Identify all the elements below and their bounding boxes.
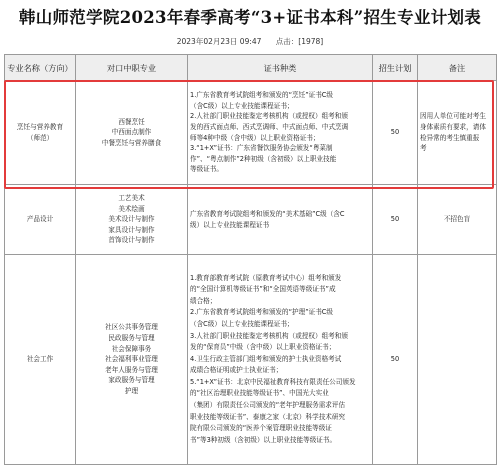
certificate-line: 3.人社部门职业技能鉴定考核机构（或授权）组考和颁: [190, 331, 348, 340]
certificate-line: 发的“保育员”中级（含中级）以上职业资格证书；: [190, 343, 336, 352]
vocational-item: 中餐烹饪与营养膳食: [101, 138, 162, 147]
vocational-cell: [76, 255, 188, 465]
vocational-item: 社会福利事业管理: [105, 355, 158, 364]
plan-cell: 50: [373, 185, 418, 255]
certificate-line: 5.“1+X”证书：北京中民福祉教育科技有限责任公司颁发: [190, 377, 356, 386]
vocational-cell: [76, 185, 188, 255]
remark-cell: [418, 255, 497, 465]
certificate-line: 师等4种中级（含中级）以上职业资格证书；: [190, 133, 320, 142]
publish-date: 2023年02月23日 09:47: [176, 37, 262, 46]
certificate-line: （含C级）以上专业技能课程证书；: [190, 319, 294, 328]
vocational-item: 社区公共事务管理: [105, 323, 158, 332]
certificate-line: 的“全国计算机等级证书”和“全国英语等级证书”成: [190, 285, 336, 294]
table-row: [5, 81, 497, 185]
header-major: [5, 55, 76, 81]
page-title: 韩山师范学院2023年春季高考“3+证书本科”招生专业计划表: [18, 8, 482, 27]
header-major-label: 专业名称（方向）: [7, 62, 73, 73]
enrollment-plan-table: [4, 54, 497, 465]
major-line: 烹饪与营养教育: [16, 122, 64, 131]
certificate-line: 职业技能等级证书”、泰康之家（北京）科学技术研究: [190, 412, 346, 421]
vocational-item: 家具设计与制作: [108, 225, 155, 234]
certificate-line: 绩合格；: [190, 296, 217, 305]
plan-cell: 50: [373, 81, 418, 185]
vocational-item: 工艺美术: [118, 194, 145, 203]
certificate-line: 4.卫生行政主管部门组考和颁发的护士执业资格考试: [190, 354, 342, 363]
certificate-line: 作”、“粤点制作”2种初级（含初级）以上职业技能: [190, 154, 337, 163]
certificate-line: 发的西式面点师、西式烹调师、中式面点师、中式烹调: [190, 122, 349, 131]
major-cell: [5, 255, 76, 465]
remark-line: 不招色盲: [443, 215, 471, 224]
remark-line: 身体素质有要求，请体: [420, 122, 486, 131]
certificate-line: 广东省教育考试院组考和颁发的“美术基础”C级（含C: [190, 209, 345, 218]
certificate-line: （含C级）以上专业技能课程证书；: [190, 101, 294, 110]
remark-line: 检异常的考生慎重报: [420, 133, 480, 142]
vocational-item: 护理: [124, 386, 139, 395]
table-row: [5, 185, 497, 255]
table-header-row: [5, 55, 497, 81]
header-vocational: 对口中职专业: [76, 55, 188, 81]
certificate-cell: [188, 81, 373, 185]
header-remark: 备注: [418, 55, 497, 81]
plan-cell: 50: [373, 255, 418, 465]
vocational-item: 老年人服务与管理: [105, 365, 158, 374]
vocational-item: 美术绘画: [118, 204, 145, 213]
header-certificates: 证书种类: [188, 55, 373, 81]
vocational-item: 中西面点制作: [111, 128, 152, 137]
certificate-line: 1.广东省教育考试院组考和颁发的“烹饪”证书C级: [190, 91, 334, 100]
major-cell: [5, 185, 76, 255]
vocational-item: 美术设计与制作: [108, 215, 155, 224]
vocational-item: 西餐烹饪: [118, 117, 145, 126]
certificate-line: 级）以上专业技能课程证书: [190, 220, 270, 229]
certificate-cell: [188, 255, 373, 465]
table-row: [5, 255, 497, 465]
vocational-cell: [76, 81, 188, 185]
remark-line: 考: [420, 144, 427, 153]
certificate-line: 书”等3种初级（含初级）以上职业技能等级证书。: [190, 435, 337, 444]
header-plan: 招生计划: [373, 55, 418, 81]
vocational-item: 社会保障事务: [111, 344, 152, 353]
major-line: 社会工作: [26, 355, 54, 364]
certificate-line: 2.广东省教育考试院组考和颁发的“护理”证书C级: [190, 308, 334, 317]
hit-count: 点击：[1978]: [275, 37, 324, 46]
major-line: （师范）: [26, 133, 54, 142]
certificate-line: 等级证书。: [190, 165, 223, 174]
certificate-cell: [188, 185, 373, 255]
vocational-item: 家政服务与管理: [108, 376, 155, 385]
remark-line: 因用人单位可能对考生: [420, 112, 486, 121]
major-cell: [5, 81, 76, 185]
certificate-line: 成绩合格证明或护士执业证书；: [190, 366, 283, 375]
vocational-item: 民政服务与管理: [108, 334, 155, 343]
certificate-line: 3.“1+X”证书：广东省餐饮服务协会颁发“粤菜制: [190, 144, 333, 153]
certificate-line: （集团）有限责任公司颁发的“老年护理服务需求评估: [190, 401, 346, 410]
vocational-item: 首饰设计与制作: [108, 236, 155, 245]
remark-cell: [418, 81, 497, 185]
article-meta: [0, 36, 500, 47]
certificate-line: 的“社区治理职业技能等级证书”、中国光大实业: [190, 389, 329, 398]
certificate-line: 院有限公司颁发的“医养个案管理职业技能等级证: [190, 424, 332, 433]
major-line: 产品设计: [26, 215, 54, 224]
certificate-line: 1.教育部教育考试院（原教育考试中心）组考和颁发: [190, 273, 342, 282]
certificate-line: 2.人社部门职业技能鉴定考核机构（或授权）组考和颁: [190, 112, 348, 121]
remark-cell: [418, 185, 497, 255]
